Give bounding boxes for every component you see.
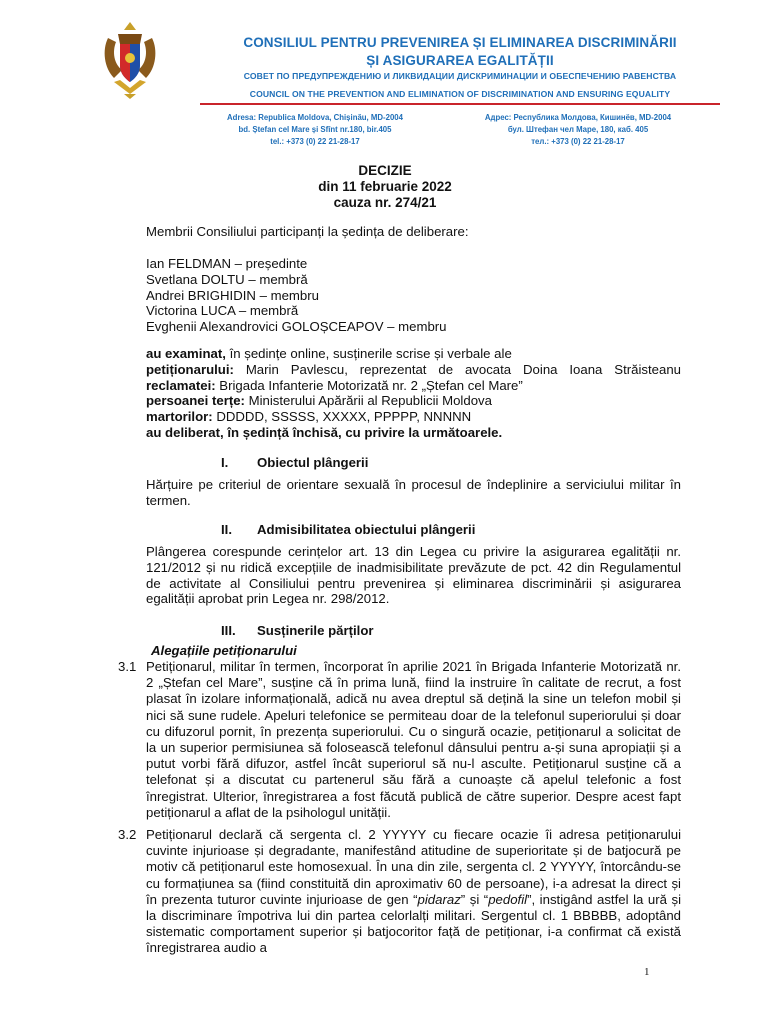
address-ru-phone: тел.: +373 (0) 22 21-28-17 <box>531 137 625 146</box>
section-title: Admisibilitatea obiectului plângerii <box>257 522 476 537</box>
paragraph-3-1 <box>118 659 681 821</box>
section-number: I. <box>221 455 229 470</box>
examined-line <box>146 346 681 362</box>
moldova-coat-of-arms-icon <box>100 20 160 100</box>
council-name-ru: СОВЕТ ПО ПРЕДУПРЕЖДЕНИЮ И ЛИКВИДАЦИИ ДИСКРИМИНАЦИИ И ОБЕСПЕЧЕНИЮ РАВЕНСТВА <box>243 71 677 81</box>
member-item: Victorina LUCA – membră <box>146 303 299 319</box>
parties-block <box>146 346 681 441</box>
examined-text: în ședințe online, susținerile scrise și verbale ale <box>225 346 512 361</box>
respondent-line <box>146 378 681 394</box>
section-heading-2 <box>221 522 475 537</box>
paragraph-text <box>146 827 681 957</box>
council-name-ro-line1: CONSILIUL PENTRU PREVENIREA ȘI ELIMINAREA DISCRIMINĂRII <box>243 35 677 50</box>
decision-case-number: cauza nr. 274/21 <box>333 195 437 210</box>
header-divider <box>200 103 720 105</box>
quoted-insult: pidaraz <box>417 891 461 907</box>
witnesses-line <box>146 409 681 425</box>
examined-label: au examinat, <box>146 346 226 361</box>
member-item: Svetlana DOLTU – membră <box>146 271 308 287</box>
section-heading-1 <box>221 455 368 470</box>
address-ru <box>462 112 694 148</box>
address-ro-line1: Adresa: Republica Moldova, Chișinău, MD-2004 <box>227 113 403 122</box>
decision-heading <box>200 163 570 211</box>
petitioner-label: petiționarului: <box>146 361 234 377</box>
section-number: III. <box>221 623 236 638</box>
paragraph-text-part: Petiționarul declară că sergenta cl. 2 YYYYY cu fiecare ocazie îi adresa petiționarului cuvinte injurioase și degradante, manifestând atitudine de superioritate și de batjocură pe motiv că petiționarul este homosexual. În una din zile, sergenta cl. 2 YYYYY, întorcându-se cu formațiunea sa (fiind constituită din aproximativ 60 de persoane), i-a adresat la direct și în prezenta tuturor cuvinte injurioase de gen “ <box>146 827 681 907</box>
paragraph-text-part: ” și “ <box>460 891 489 907</box>
witnesses-text: DDDDD, SSSSS, XXXXX, PPPPP, NNNNN <box>212 409 472 425</box>
paragraph-text-part: ”, instigând astfel la ură și la discriminare împotriva lui din partea celorlalți militari. Sergentul cl. 1 BBBBB, adoptând sistematic comportament superior și batjocoritor față de petiționar, i-a confirmat că există înregistrarea audio a <box>146 891 682 956</box>
petitioner-allegations-heading: Alegațiile petiționarului <box>151 643 297 658</box>
council-name-en: COUNCIL ON THE PREVENTION AND ELIMINATION OF DISCRIMINATION AND ENSURING EQUALITY <box>249 89 671 99</box>
paragraph-text: Petiționarul, militar în termen, încorporat în aprilie 2021 în Brigada Infanterie Motorizată nr. 2 „Ștefan cel Mare”, susține că în prima lună, fiind la instruire în calitate de recrut, a fost plasat în izolare informațională, adică nu avea dreptul să dețină la sine un telefon mobil și nici să sune rudele. Apeluri telefonice se permiteau doar de la telefonul superiorului și doar cu difuzorul pornit, în prezența superiorului. Cu o singură ocazie, petiționarul a solicitat de la un superior permisiunea să folosească telefonul dânsului pentru a-și suna apropiații și a putut vorbi fără difuzor, astfel încât superiorul să nu-l asculte. Petiționarul susține că a telefonat și a discutat cu partenerul său fără a cunoaște că apelul telefonic a fost înregistrat. Ulterior, înregistrarea a fost făcută publică de către superior. Despre acest fapt petiționarul a aflat de la psihologul unității. <box>146 659 681 820</box>
paragraph-number: 3.1 <box>118 659 137 674</box>
respondent-label: reclamatei: <box>146 377 216 393</box>
petitioner-line <box>146 362 681 378</box>
member-item: Andrei BRIGHIDIN – membru <box>146 287 319 303</box>
members-list <box>146 256 681 335</box>
section-number: II. <box>221 522 232 537</box>
deliberated-line: au deliberat, în ședință închisă, cu privire la următoarele. <box>146 424 503 440</box>
decision-date: din 11 februarie 2022 <box>318 179 452 194</box>
third-party-text: Ministerului Apărării al Republicii Moldova <box>244 393 492 409</box>
member-item: Evghenii Alexandrovici GOLOȘCEAPOV – membru <box>146 319 447 335</box>
third-party-label: persoanei terțe: <box>146 393 245 409</box>
section-heading-3 <box>221 623 374 638</box>
witnesses-label: martorilor: <box>146 409 213 425</box>
third-party-line <box>146 393 681 409</box>
address-ro-line2: bd. Ștefan cel Mare și Sfînt nr.180, bir.405 <box>238 125 392 134</box>
address-ru-line1: Адрес: Республика Молдова, Кишинёв, MD-2004 <box>484 113 672 122</box>
members-intro: Membrii Consiliului participanți la ședința de deliberare: <box>146 224 469 239</box>
section-1-text: Hărțuire pe criteriul de orientare sexuală în procesul de îndeplinire a serviciului militar în termen. <box>146 477 681 508</box>
quoted-insult: pedofil <box>488 891 528 907</box>
petitioner-text: Marin Pavlescu, reprezentat de avocata Doina Ioana Străisteanu <box>233 361 681 377</box>
decision-title: DECIZIE <box>358 163 412 178</box>
address-ro-phone: tel.: +373 (0) 22 21-28-17 <box>270 137 360 146</box>
address-ru-line2: бул. Штефан чел Маре, 180, каб. 405 <box>507 125 649 134</box>
paragraph-number: 3.2 <box>118 827 137 842</box>
member-item: Ian FELDMAN – președinte <box>146 256 308 271</box>
council-name-ro <box>180 34 740 70</box>
council-name-ro-line2: ȘI ASIGURAREA EGALITĂȚII <box>366 53 554 68</box>
respondent-text: Brigada Infanterie Motorizată nr. 2 „Ștefan cel Mare” <box>215 377 523 393</box>
section-title: Susținerile părților <box>257 623 374 638</box>
page-number: 1 <box>644 966 650 978</box>
section-title: Obiectul plângerii <box>257 455 369 470</box>
section-2-text: Plângerea corespunde cerințelor art. 13 din Legea cu privire la asigurarea egalității nr. 121/2012 și nu ridică excepțiile de inadmisibilitate prevăzute de pct. 42 din Regulamentul de activitate al Consiliului pentru prevenirea și eliminarea discriminării și asigurarea egalității aprobat prin Legea nr. 298/2012. <box>146 544 681 607</box>
paragraph-3-2 <box>118 827 681 957</box>
address-ro <box>200 112 430 148</box>
